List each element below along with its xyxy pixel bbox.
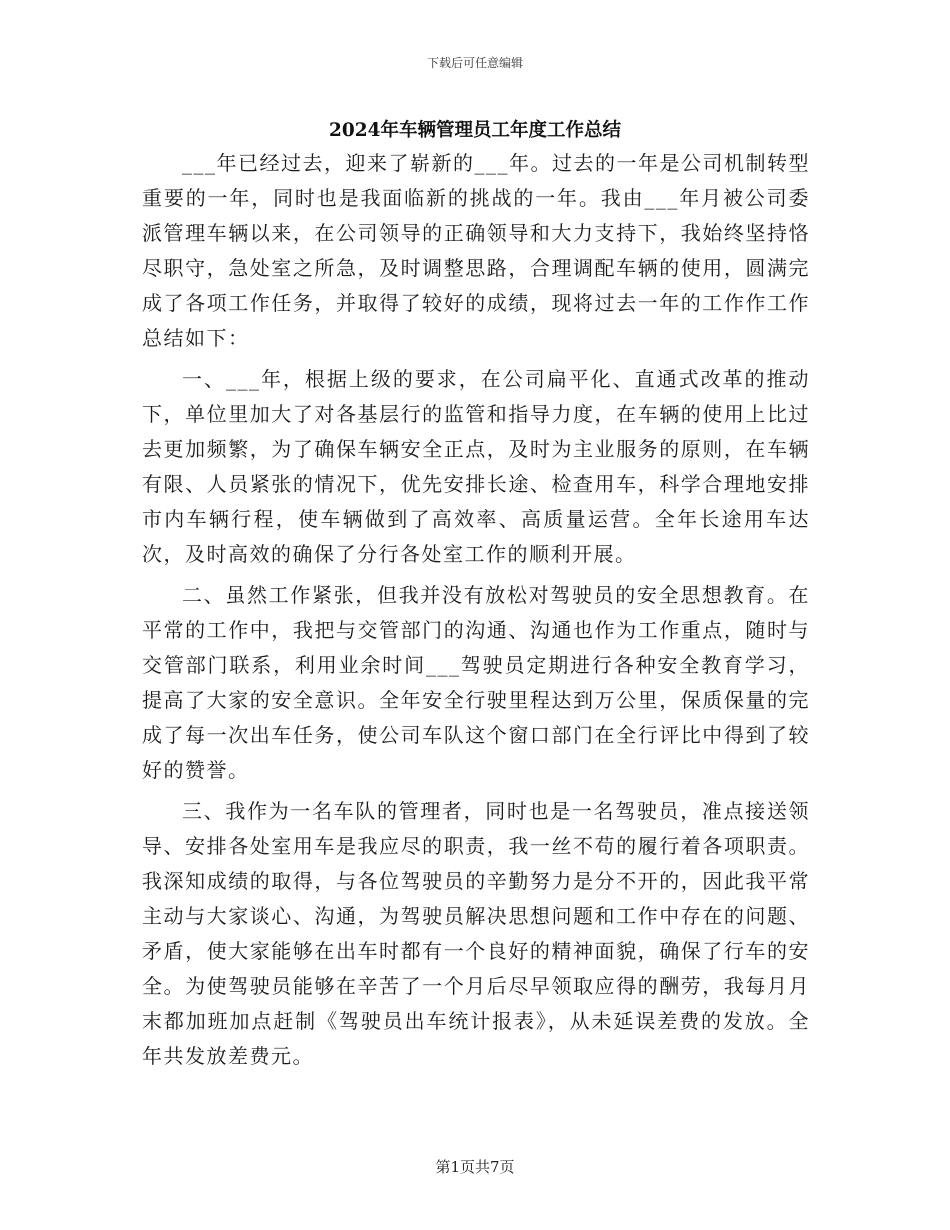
page-number-indicator: 第1页共7页 (435, 1158, 515, 1176)
paragraph-intro: ___年已经过去，迎来了崭新的___年。过去的一年是公司机制转型重要的一年，同时也是我面临新的挑战的一年。我由___年月被公司委派管理车辆以来，在公司领导的正确领导和大力支持下，我始终坚持恪尽职守，急处室之所急，及时调整思路，合理调配车辆的使用，圆满完成了各项工作任务，并取得了较好的成绩，现将过去一年的工作作工作总结如下： (142, 151, 810, 350)
paragraph-section-3: 三、我作为一名车队的管理者，同时也是一名驾驶员，准点接送领导、安排各处室用车是我应尽的职责，我一丝不苟的履行着各项职责。我深知成绩的取得，与各位驾驶员的辛勤努力是分不开的，因此我平常主动与大家谈心、沟通，为驾驶员解决思想问题和工作中存在的问题、矛盾，使大家能够在出车时都有一个良好的精神面貌，确保了行车的安全。为使驾驶员能够在辛苦了一个月后尽早领取应得的酬劳，我每月月末都加班加点赶制《驾驶员出车统计报表》，从未延误差费的发放。全年共发放差费元。 (142, 799, 810, 1068)
page-header-note: 下载后可任意编辑 (426, 56, 523, 70)
paragraph-section-1: 一、___年，根据上级的要求，在公司扁平化、直通式改革的推动下，单位里加大了对各基层行的监管和指导力度，在车辆的使用上比过去更加频繁，为了确保车辆安全正点，及时为主业服务的原则，在车辆有限、人员紧张的情况下，优先安排长途、检查用车，科学合理地安排市内车辆行程，使车辆做到了高效率、高质量运营。全年长途用车达次，及时高效的确保了分行各处室工作的顺利开展。 (142, 367, 810, 566)
document-title: 2024年车辆管理员工年度工作总结 (329, 120, 621, 141)
document-body (142, 146, 810, 1080)
paragraph-section-2: 二、虽然工作紧张，但我并没有放松对驾驶员的安全思想教育。在平常的工作中，我把与交管部门的沟通、沟通也作为工作重点，随时与交管部门联系，利用业余时间___驾驶员定期进行各种安全教育学习，提高了大家的安全意识。全年安全行驶里程达到万公里，保质保量的完成了每一次出车任务，使公司车队这个窗口部门在全行评比中得到了较好的赞誉。 (142, 583, 810, 782)
